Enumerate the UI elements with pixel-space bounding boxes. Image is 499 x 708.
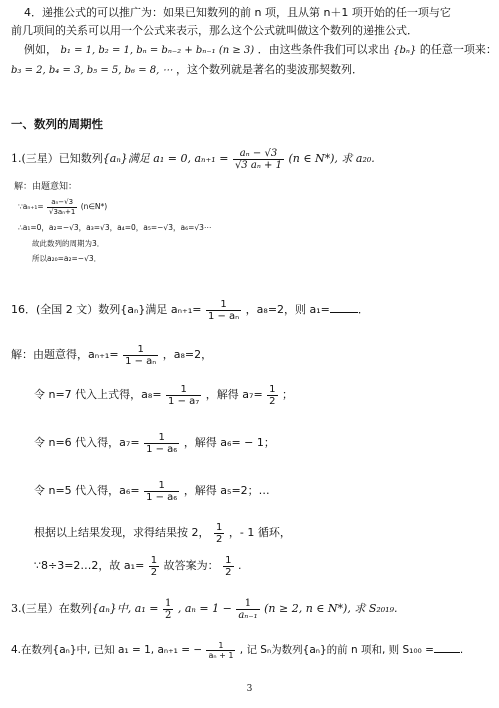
sol16-l4-denominator: 1 − a₆ [146,491,178,503]
sol1-result: 所以a₂₀=a₂=−√3． [32,254,102,263]
sol16-l1-denominator: 1 − aₙ [125,355,157,367]
solution-1-line-1 [18,196,107,218]
sol1-fraction-numerator: aₙ−√3 [47,198,77,208]
sol16-l5-denominator: 2 [216,533,223,545]
solution-1-heading [14,182,77,193]
sol16-l3-post: ，解得 a₆= − 1； [183,436,275,449]
q4-fraction-denominator: aₙ + 1 [208,650,234,660]
solution-1-line-3 [32,239,104,249]
sol16-l4-pre: 令 n=5 代入得，a₆= [34,484,140,497]
sequence-b: {bₙ} [393,45,417,56]
q3-fraction-1-numerator: 1 [165,597,172,609]
q4-end: . [459,644,464,656]
sol1-fraction [47,198,77,217]
fibonacci-terms: b₃ = 2, b₄ = 3, b₅ = 5, b₆ = 8, ⋯ [11,65,173,76]
sol16-l4-post: ，解得 a₅=2；… [183,484,270,497]
intro-example-label: 例如， [24,43,57,56]
q3-fraction-1-denominator: 2 [165,609,172,621]
sol16-l5-post: ，- 1 循环， [228,526,291,539]
solution-16-line-2 [34,382,293,408]
sol16-l6-denominator: 2 [150,566,158,578]
sol16-l3-pre: 令 n=6 代入得，a₇= [34,436,140,449]
q4-fraction-numerator: 1 [206,641,235,651]
sol16-l1-pre: 解：由题意得，aₙ₊₁= [11,348,119,361]
intro-line-3 [24,43,497,58]
sol1-head: 解：由题意知： [14,182,78,192]
sol16-answer-fraction [223,555,233,578]
intro-line-1 [24,6,451,20]
q4-fraction [206,641,235,660]
intro-line-2 [11,24,418,38]
q1-sequence: {aₙ} [102,152,128,165]
section-title: 一、数列的周期性 [11,117,103,131]
q1-tail: (n ∈ N*), 求 a₂₀. [288,152,375,165]
q3-fraction-1 [163,598,173,621]
q16-fraction-denominator: 1 − aₙ [207,310,240,322]
sol16-l3-denominator: 1 − a₆ [146,443,178,455]
sol16-l1-fraction [123,344,158,367]
question-1 [11,146,375,172]
intro-text-3: ．由这些条件我们可以求出 [257,43,390,56]
q1-fraction-numerator: aₙ − √3 [233,148,284,160]
sol1-fraction-denominator: √3aₙ+1 [49,207,76,216]
q3-mid2: , aₙ = 1 − [177,602,232,615]
q3-pre: 3.(三星）在数列 [11,602,92,615]
q16-fraction [206,299,241,322]
q1-label: 1.(三星）已知数列 [11,152,103,165]
page-number: 3 [246,684,253,694]
sol16-l5-fraction [214,522,224,545]
sol16-l2-end: ； [282,388,294,401]
intro-text-3b: 的任意一项来： [419,43,497,56]
sol16-l2-fraction [166,384,201,407]
fibonacci-recurrence: b₁ = 1, b₂ = 1, bₙ = bₙ₋₂ + bₙ₋₁ (n ≥ 3) [60,45,255,56]
q16-pre: 16．(全国 2 文）数列{aₙ}满足 aₙ₊₁= [11,303,202,316]
q1-fraction [233,148,284,171]
solution-16-line-6 [34,553,242,579]
q4-mid: , 记 Sₙ为数列{aₙ}的前 n 项和, 则 S₁₀₀ = [239,644,434,656]
intro-text-4: ，这个数列就是著名的斐波那契数列． [175,63,363,76]
q3-mid: 中, a₁ = [116,602,159,615]
sol16-l3-numerator: 1 [144,432,179,444]
q4-pre: 4.在数列{aₙ}中, 已知 a₁ = 1, aₙ₊₁ = − [11,644,203,656]
q3-fraction-2-numerator: 1 [236,598,259,610]
sol16-l3-fraction [144,432,179,455]
q16-fraction-numerator: 1 [206,299,241,311]
sol1-l1-tail: (n∈N*) [80,202,108,211]
section-heading [11,117,103,131]
sol16-l2-denominator: 1 − a₇ [168,395,200,407]
sol16-l6-end: . [238,559,242,572]
sol16-l6-pre: ∵8÷3=2…2，故 a₁= [34,559,145,572]
sol1-l1-pre: ∵aₙ₊₁= [18,202,44,211]
sol16-l6-mid: 故答案为： [163,559,219,572]
sol16-l4-numerator: 1 [144,480,179,492]
sol16-answer-denominator: 2 [225,566,232,578]
question-16 [11,297,369,323]
q4-answer-blank [434,642,460,653]
solution-16-line-5 [34,520,291,546]
q3-tail: (n ≥ 2, n ∈ N*), 求 S₂₀₁₉. [264,602,398,615]
answer-blank [330,302,358,313]
q1-fraction-denominator: √3 aₙ + 1 [234,159,282,171]
sol16-l2-result-denominator: 2 [269,395,276,407]
sol16-l2-result-fraction [267,384,277,407]
sol16-l5-numerator: 1 [216,521,223,533]
q3-sequence: {aₙ} [91,602,117,615]
question-3 [11,596,398,622]
question-4 [11,637,463,663]
sol1-terms: ∴a₁=0，a₂=−√3，a₃=√3，a₄=0，a₅=−√3，a₆=√3⋯ [18,223,212,232]
sol16-l1-post: ，a₈=2， [162,348,213,361]
q3-fraction-2 [236,598,259,621]
intro-text-2: 前几项间的关系可以用一个公式来表示，那么这个公式就叫做这个数列的递推公式． [11,24,418,37]
solution-1-line-2 [18,223,211,233]
sol1-period: 故此数列的周期为3． [32,239,105,248]
solution-16-line-3 [34,430,275,456]
sol16-l2-mid: ，解得 a₇= [205,388,263,401]
q16-end: ． [357,303,369,316]
sol16-l6-numerator: 1 [150,554,158,566]
sol16-l1-numerator: 1 [123,344,158,356]
sol16-l6-fraction [149,555,159,578]
solution-16-line-4 [34,478,270,504]
sol16-l2-numerator: 1 [166,384,201,396]
intro-line-4 [11,63,363,78]
sol16-l4-fraction [144,480,179,503]
sol16-l5-pre: 根据以上结果发现，求得结果按 2， [34,526,210,539]
q3-fraction-2-denominator: aₙ₋₁ [238,609,258,621]
sol16-answer-numerator: 1 [225,554,232,566]
sol16-l2-result-numerator: 1 [269,383,276,395]
q16-post: ，a₈=2，则 a₁= [245,303,330,316]
q1-condition: 满足 a₁ = 0, aₙ₊₁ = [127,152,229,165]
solution-16-line-1 [11,342,212,368]
intro-text-1: 4．递推公式的可以推广为：如果已知数列的前 n 项，且从第 n＋1 项开始的任一项与它 [24,6,451,19]
solution-1-line-4 [32,254,101,264]
sol16-l2-pre: 令 n=7 代入上式得，a₈= [34,388,162,401]
